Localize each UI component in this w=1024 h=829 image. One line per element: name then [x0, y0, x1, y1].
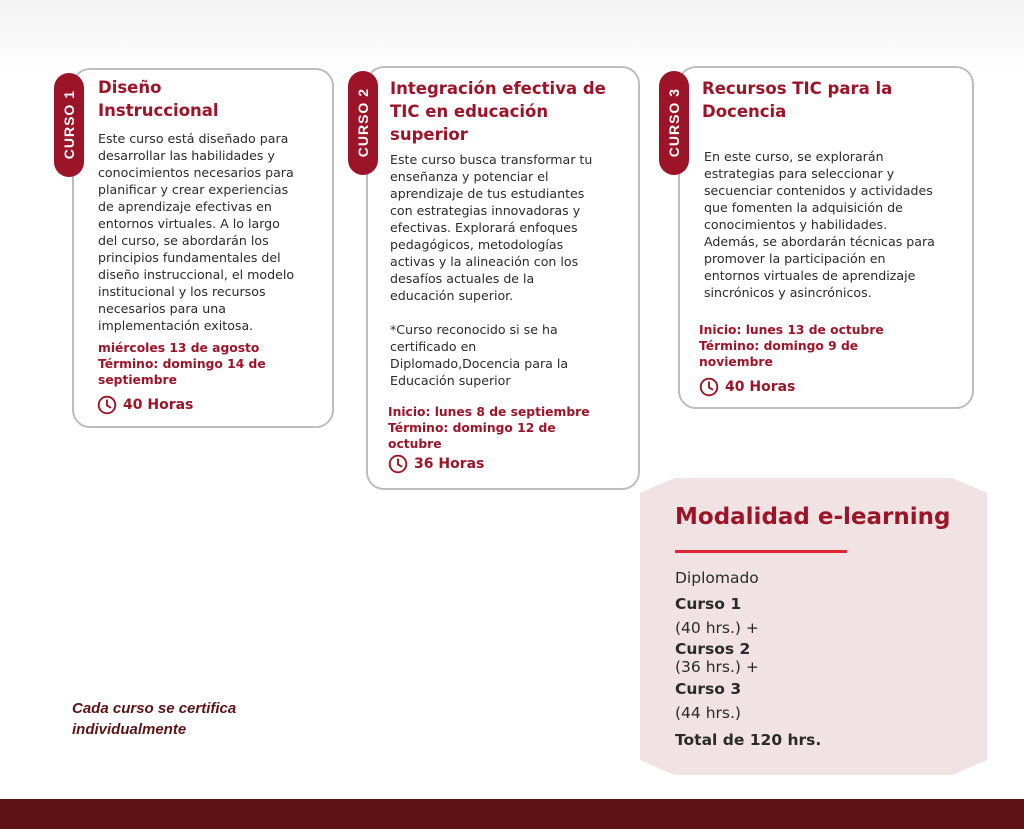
date-line: noviembre [699, 355, 773, 369]
title-line: Recursos TIC para la [702, 79, 893, 98]
course-dates [98, 340, 326, 388]
note-line: individualmente [72, 721, 187, 738]
body-line: enseñanza y potenciar el [390, 169, 549, 184]
course-dates [699, 322, 959, 370]
body-line: entornos virtuales de aprendizaje [704, 268, 916, 283]
hours-label: 36 Horas [414, 456, 485, 472]
body-line: estrategias para seleccionar y [704, 166, 895, 181]
body-line: certificado en [390, 339, 477, 354]
modalidad-line: Diplomado [675, 569, 759, 587]
body-line: desafíos actuales de la [390, 271, 535, 286]
title-line: Integración efectiva de [390, 79, 606, 98]
course-dates [388, 404, 633, 452]
modalidad-line: Cursos 2 [675, 640, 751, 658]
hours-label: 40 Horas [123, 397, 194, 413]
body-line: Educación superior [390, 373, 511, 388]
certification-note [72, 698, 312, 740]
body-line: con estrategias innovadoras y [390, 203, 581, 218]
modalidad-line: (36 hrs.) + [675, 658, 759, 676]
date-line: octubre [388, 437, 442, 451]
date-line: Inicio: lunes 8 de septiembre [388, 405, 590, 419]
body-line: aprendizaje de tus estudiantes [390, 186, 585, 201]
course-tab-label: CURSO 2 [355, 88, 371, 158]
modalidad-line: (44 hrs.) [675, 704, 741, 722]
date-line: Inicio: lunes 13 de octubre [699, 323, 884, 337]
title-line: Docencia [702, 102, 787, 121]
body-line: principios fundamentales del [98, 250, 281, 265]
body-line [390, 304, 632, 321]
course-tab-label: CURSO 3 [666, 88, 682, 158]
body-line: pedagógicos, metodologías [390, 237, 564, 252]
modalidad-title: Modalidad e-learning [675, 504, 951, 530]
date-line: septiembre [98, 373, 177, 387]
course-description [98, 130, 326, 334]
course-tab-3 [659, 71, 689, 175]
body-line: conocimientos necesarios para [98, 165, 294, 180]
course-title [98, 76, 323, 122]
body-line: necesarios para una [98, 301, 226, 316]
modalidad-line: (40 hrs.) + [675, 619, 759, 637]
body-line: institucional y los recursos [98, 284, 266, 299]
body-line: Este curso está diseñado para [98, 131, 289, 146]
clock-icon [388, 454, 408, 474]
modalidad-line: Curso 3 [675, 680, 742, 698]
body-line: implementación exitosa. [98, 318, 254, 333]
body-line: entornos virtuales. A lo largo [98, 216, 280, 231]
body-line: Este curso busca transformar tu [390, 152, 593, 167]
clock-icon [699, 377, 719, 397]
date-line: Término: domingo 14 de [98, 357, 266, 371]
title-line: Instruccional [98, 101, 219, 120]
body-line: efectivas. Explorará enfoques [390, 220, 578, 235]
body-line: Diplomado,Docencia para la [390, 356, 569, 371]
body-line: En este curso, se explorarán [704, 149, 884, 164]
body-line: planificar y crear experiencias [98, 182, 289, 197]
course-hours [699, 377, 795, 397]
course-description [390, 151, 632, 389]
title-line: superior [390, 125, 468, 144]
body-line: activas y la alineación con los [390, 254, 579, 269]
course-description [704, 148, 969, 301]
course-tab-label: CURSO 1 [61, 90, 77, 160]
body-line: que fomenten la adquisición de [704, 200, 903, 215]
title-line: Diseño [98, 78, 162, 97]
course-title [390, 77, 635, 146]
modalidad-line: Total de 120 hrs. [675, 731, 822, 749]
body-line: de aprendizaje efectivas en [98, 199, 272, 214]
body-line: desarrollar las habilidades y [98, 148, 275, 163]
course-tab-1 [54, 73, 84, 177]
note-line: Cada curso se certifica [72, 700, 237, 717]
date-line: miércoles 13 de agosto [98, 341, 260, 355]
body-line: conocimientos y habilidades. [704, 217, 888, 232]
body-line: educación superior. [390, 288, 514, 303]
course-hours [97, 395, 193, 415]
clock-icon [97, 395, 117, 415]
body-line: secuenciar contenidos y actividades [704, 183, 933, 198]
date-line: Término: domingo 9 de [699, 339, 859, 353]
footer-bar [0, 799, 1024, 829]
body-line: diseño instruccional, el modelo [98, 267, 295, 282]
title-line: TIC en educación [390, 102, 549, 121]
body-line: promover la participación en [704, 251, 886, 266]
course-tab-2 [348, 71, 378, 175]
course-hours [388, 454, 484, 474]
body-line: Además, se abordarán técnicas para [704, 234, 935, 249]
modalidad-line: Curso 1 [675, 595, 742, 613]
body-line: del curso, se abordarán los [98, 233, 269, 248]
body-line: *Curso reconocido si se ha [390, 322, 558, 337]
modalidad-divider [675, 550, 847, 553]
course-title [702, 77, 962, 123]
body-line: sincrónicos y asincrónicos. [704, 285, 872, 300]
hours-label: 40 Horas [725, 379, 796, 395]
date-line: Término: domingo 12 de [388, 421, 556, 435]
